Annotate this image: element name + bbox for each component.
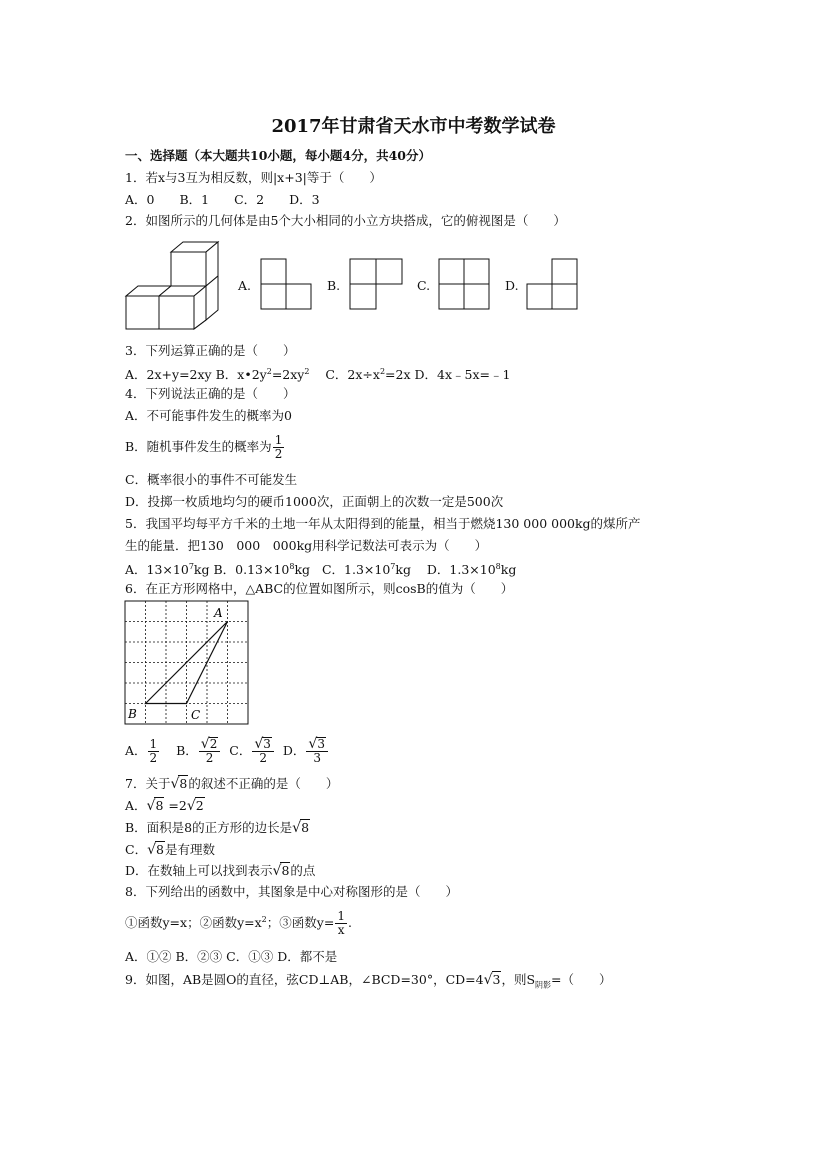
q2-option-a-figure [260,258,312,310]
q7-option-a: A．√8 =2√2 [125,798,204,814]
q3-options [125,364,510,383]
point-a-label: A [214,606,223,620]
q6-stem: 6．在正方形网格中，△ABC的位置如图所示，则cosB的值为（ ） [125,581,514,596]
q1-options: A．0 B．1 C．2 D．3 [125,192,320,207]
q8-options: A．①② B．②③ C．①③ D．都不是 [125,949,338,964]
q5-option-b: B．$0.13\times 10^8kg$ [213,562,311,578]
q6-option-c: C． $\frac{√3}{2}$ [229,743,275,758]
q7-option-b: B．面积是8的正方形的边长是√8 [125,820,310,836]
q4-option-b: B．随机事件发生的概率为 $\frac{1}{2}$ [125,433,283,461]
q3-option-d: D．4x﹣5x=﹣1 [414,367,511,383]
q2-option-b-label: B. [327,278,341,293]
q1-stem: 1．若x与3互为相反数，则|x+3|等于（ ） [125,170,382,185]
point-b-label: B [128,707,137,721]
q5-option-d: D．$1.3\times 10^8kg$ [426,562,517,578]
q3-option-c: C．$2x\div x^2=2x$ [325,367,411,383]
q5-option-c: C．$1.3\times 10^7kg$ [321,562,411,578]
q5-options [125,559,516,578]
q2-stem: 2．如图所示的几何体是由5个大小相同的小立方块搭成，它的俯视图是（ ） [125,213,566,228]
q5-option-a: A．$13\times 10^7kg$ [125,562,210,578]
q2-option-b-figure [349,258,403,310]
q8-functions: ①函数y=x；②函数$y=x^2$；③函数y= $\frac{1}{x}$ . [125,909,352,937]
q4-option-c: C．概率很小的事件不可能发生 [125,472,298,487]
q6-grid-figure [124,600,250,726]
q6-option-a: A． $\frac{1}{2}$ [125,736,158,765]
q2-option-c-figure [438,258,490,310]
q3-stem: 3．下列运算正确的是（ ） [125,343,296,358]
q2-option-c-label: C. [417,278,431,293]
q6-option-b: B． $\frac{√2}{2}$ [176,743,221,758]
q3-option-a: A．2x+y=2xy [125,367,212,383]
page-title: 2017年甘肃省天水市中考数学试卷 [271,116,556,137]
q5-stem-line2: 生的能量．把130 000 000kg用科学记数法可表示为（ ） [125,538,488,553]
q7-option-c: C．√8是有理数 [125,842,215,858]
q4-option-a: A．不可能事件发生的概率为0 [125,408,292,423]
q6-option-d: D． $\frac{√3}{3}$ [283,743,329,758]
q2-solid-figure [124,238,224,333]
q2-option-a-label: A. [238,278,252,293]
fraction: $\frac{1}{2}$ [274,433,283,461]
q5-stem-line1: 5．我国平均每平方千米的土地一年从太阳得到的能量，相当于燃烧130 000 000kg的煤所产 [125,516,641,531]
q3-option-b: B．$x•2y^2=2xy^2$ [215,367,310,383]
q2-option-d-label: D. [505,278,519,293]
q7-option-d: D．在数轴上可以找到表示√8的点 [125,863,316,879]
q2-option-d-figure [526,258,578,310]
section-heading: 一、选择题（本大题共10小题，每小题4分，共40分） [125,148,431,163]
q4-option-d: D．投掷一枚质地均匀的硬币1000次，正面朝上的次数一定是500次 [125,494,504,509]
q8-stem: 8．下列给出的函数中，其图象是中心对称图形的是（ ） [125,884,458,899]
q4-stem: 4．下列说法正确的是（ ） [125,386,296,401]
point-c-label: C [191,708,201,722]
q7-stem: 7．关于√8的叙述不正确的是（ ） [125,776,339,792]
q9-stem: 9．如图，AB是圆O的直径，弦CD⊥AB，∠BCD=30°，CD=4√3，则$S_{阴影}=$（ ） [125,972,612,990]
q6-options [125,737,329,765]
